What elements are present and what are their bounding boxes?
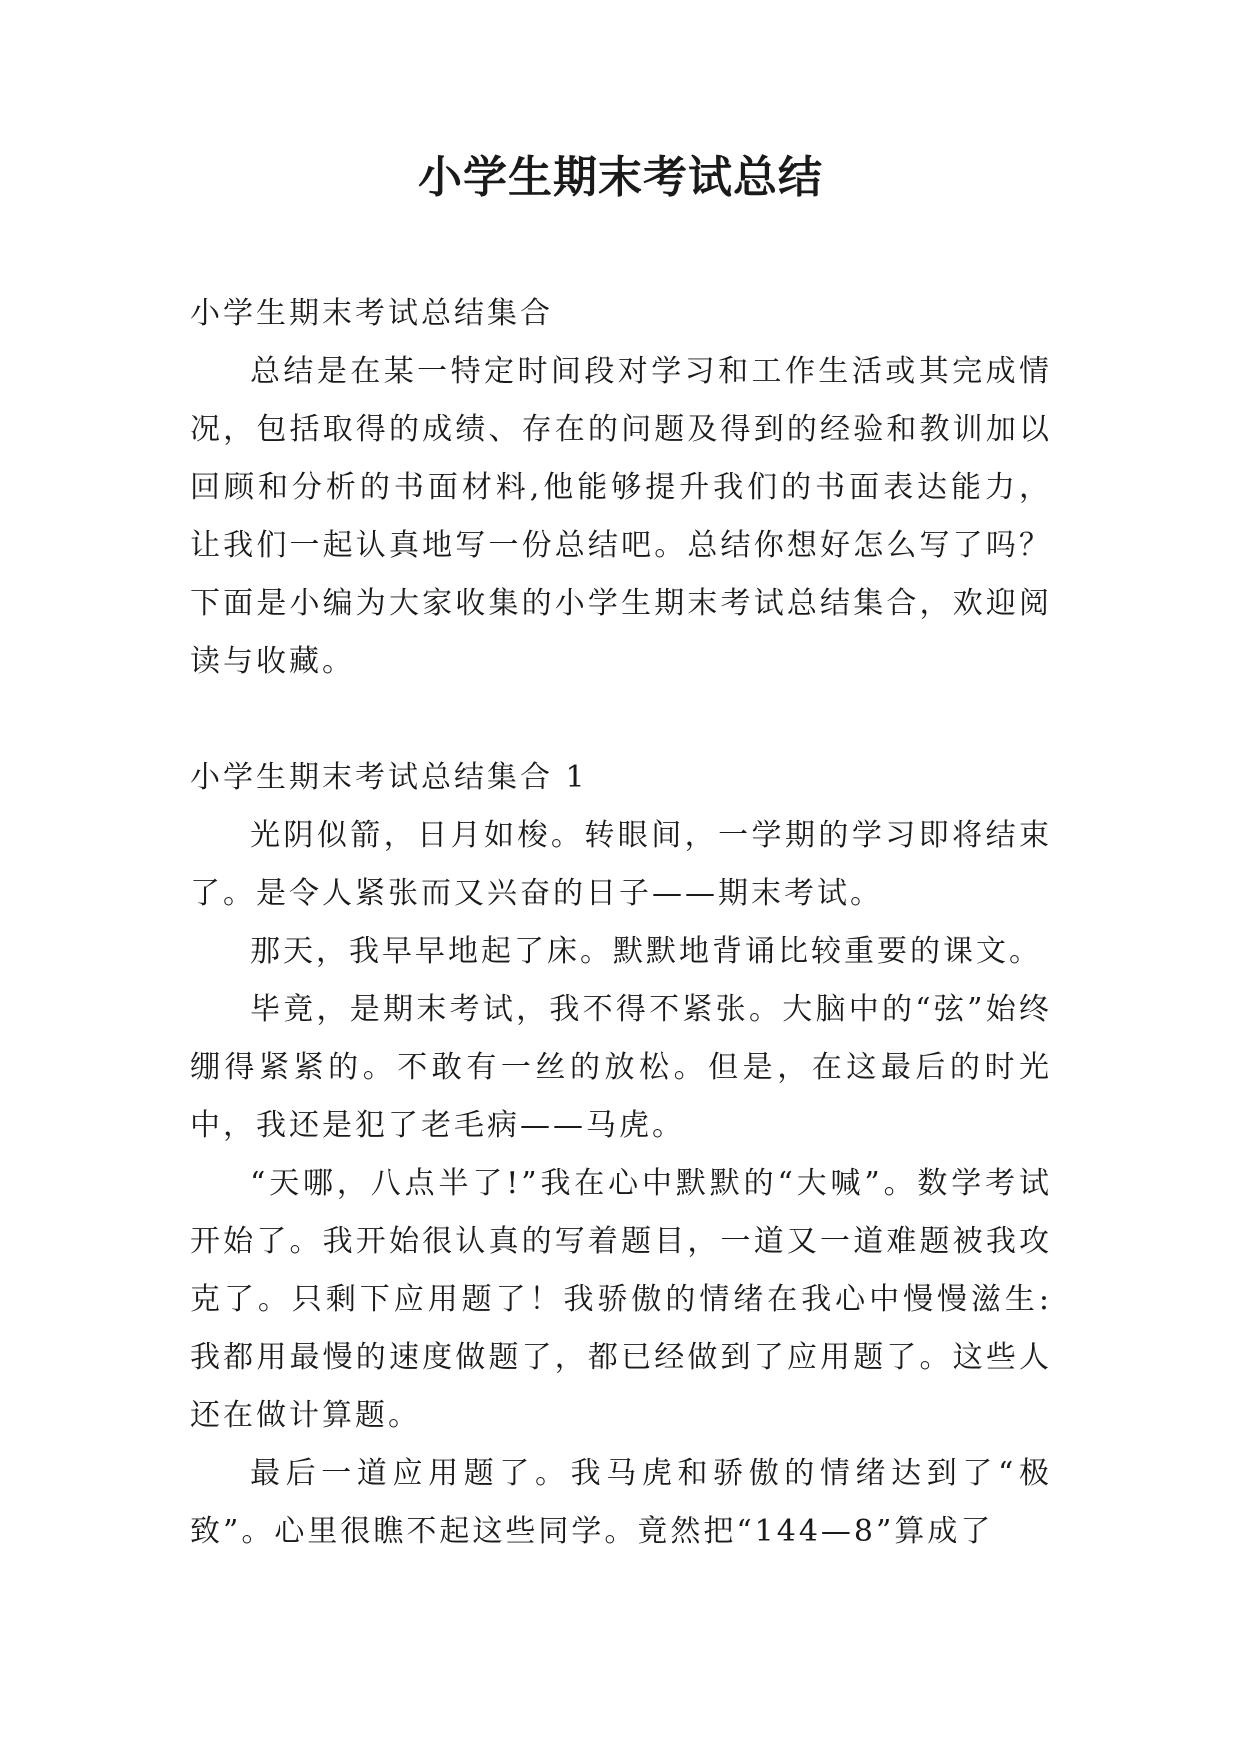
section1-paragraph: “天哪，八点半了!”我在心中默默的“大喊”。数学考试开始了。我开始很认真的写着题目，一道又一道难题被我攻克了。只剩下应用题了！我骄傲的情绪在我心中慢慢滋生:我都用最慢的速度做题了，都已经做到了应用题了。这些人还在做计算题。: [190, 1166, 1052, 1433]
intro-paragraph: 总结是在某一特定时间段对学习和工作生活或其完成情况，包括取得的成绩、存在的问题及得到的经验和教训加以回顾和分析的书面材料,他能够提升我们的书面表达能力，让我们一起认真地写一份总结吧。总结你想好怎么写了吗？下面是小编为大家收集的小学生期末考试总结集合，欢迎阅读与收藏。: [190, 354, 1052, 679]
section1-heading: 小学生期末考试总结集合 1: [190, 760, 588, 795]
section1-paragraph: 光阴似箭，日月如梭。转眼间，一学期的学习即将结束了。是令人紧张而又兴奋的日子——期末考试。: [190, 818, 1052, 911]
section1-paragraph: 最后一道应用题了。我马虎和骄傲的情绪达到了“极致”。心里很瞧不起这些同学。竟然把“144—8”算成了: [190, 1456, 1052, 1549]
intro-heading: 小学生期末考试总结集合: [190, 296, 553, 331]
document-body: [190, 285, 1052, 1561]
section1-paragraph: 那天，我早早地起了床。默默地背诵比较重要的课文。: [250, 934, 1042, 969]
section1-paragraph: 毕竟，是期末考试，我不得不紧张。大脑中的“弦”始终绷得紧紧的。不敢有一丝的放松。但是，在这最后的时光中，我还是犯了老毛病——马虎。: [190, 992, 1052, 1143]
section-spacer: [190, 691, 1052, 749]
document-title: 小学生期末考试总结: [418, 152, 823, 203]
